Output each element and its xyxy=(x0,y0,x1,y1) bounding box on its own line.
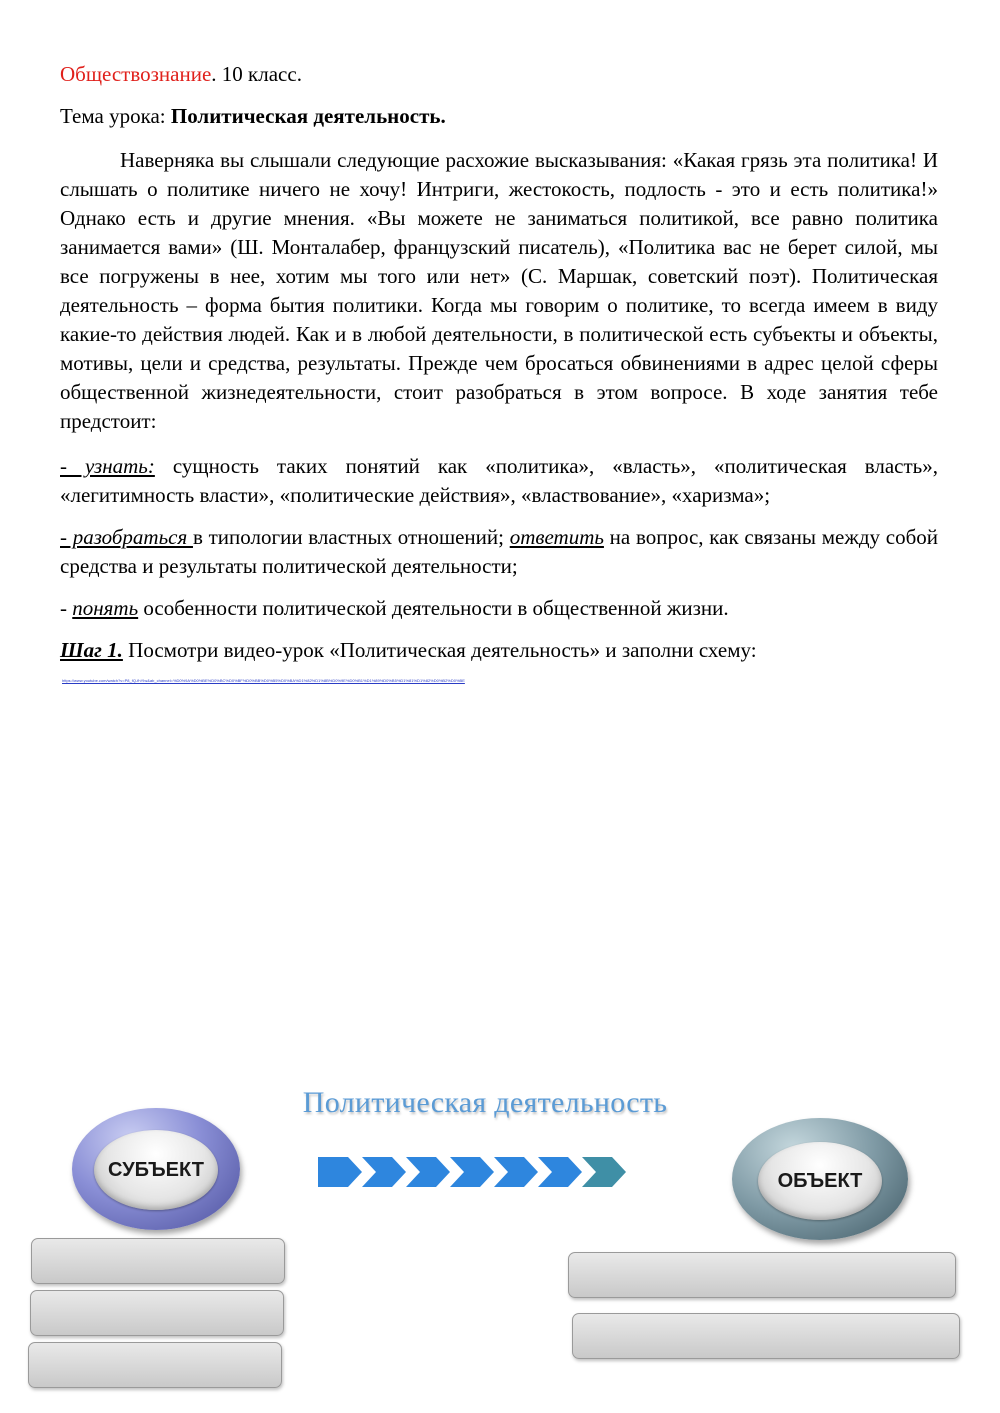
subject-ellipse xyxy=(72,1108,240,1230)
object-ellipse-inner xyxy=(758,1142,882,1220)
subject-label: СУБЪЕКТ xyxy=(108,1158,204,1181)
step1-text: Посмотри видео-урок «Политическая деятельность» и заполни схему: xyxy=(122,638,757,662)
subject-line xyxy=(60,60,938,89)
goal-comprehend-verb: понять xyxy=(72,596,139,620)
object-answer-box-2[interactable] xyxy=(572,1313,960,1359)
diagram-title: Политическая деятельность xyxy=(302,1086,668,1119)
object-answer-box-1[interactable] xyxy=(568,1252,956,1298)
object-label: ОБЪЕКТ xyxy=(777,1169,863,1192)
goal-understand-text: в типологии властных отношений; xyxy=(192,525,510,549)
subject-ellipse-inner xyxy=(94,1130,218,1210)
goal-answer-verb: ответить xyxy=(509,525,604,549)
topic-line xyxy=(60,102,938,131)
chevron-arrow-4 xyxy=(450,1157,494,1187)
step1-label: Шаг 1. xyxy=(60,638,123,662)
chevron-arrow-3 xyxy=(406,1157,450,1187)
subject-name: Обществознание xyxy=(60,62,212,86)
chevron-arrow-2 xyxy=(362,1157,406,1187)
goal-comprehend-text: особенности политической деятельности в общественной жизни. xyxy=(138,596,729,620)
goal-comprehend-dash: - xyxy=(60,596,73,620)
goal-understand xyxy=(60,523,938,581)
goal-understand-verb: - разобраться xyxy=(60,525,193,549)
subject-answer-box-3[interactable] xyxy=(28,1342,282,1388)
chevron-arrow-7 xyxy=(582,1157,626,1187)
grade-label: . 10 класс. xyxy=(211,62,302,86)
object-ellipse xyxy=(732,1118,908,1240)
chevron-arrow-6 xyxy=(538,1157,582,1187)
subject-answer-box-2[interactable] xyxy=(30,1290,284,1336)
chevron-arrow-5 xyxy=(494,1157,538,1187)
goal-learn-verb: - узнать: xyxy=(60,454,155,478)
intro-paragraph: Наверняка вы слышали следующие расхожие высказывания: «Какая грязь эта политика! И слышать о политике ничего не хочу! Интриги, жестокость, подлость - это и есть политика!» Однако есть и другие мнения. «Вы можете не заниматься политикой, все равно политика занимается вами» (Ш. Монталабер, французский писатель), «Политика вас не берет силой, мы все погружены в нее, хотим мы того или нет» (С. Маршак, советский поэт). Политическая деятельность – форма бытия политики. Когда мы говорим о политике, то всегда имеем в виду какие-то действия людей. Как и в любой деятельности, в политической есть субъекты и объекты, мотивы, цели и средства, результаты. Прежде чем бросаться обвинениями в адрес целой сферы общественной жизнедеятельности, стоит разобраться в этом вопросе. В ходе занятия тебе предстоит: xyxy=(60,148,938,433)
chevron-arrows xyxy=(318,1154,662,1190)
chevron-arrow-1 xyxy=(318,1157,362,1187)
topic-label: Тема урока: xyxy=(60,104,171,128)
topic-title: Политическая деятельность. xyxy=(170,104,446,128)
goal-comprehend xyxy=(60,594,938,623)
goal-answer-text: на вопрос, как связаны между собой средства и результаты политической деятельности; xyxy=(60,525,939,578)
goal-learn-text: сущность таких понятий как «политика», «власть», «политическая власть», «легитимность власти», «политические действия», «властвование», «харизма»; xyxy=(60,454,938,507)
subject-answer-box-1[interactable] xyxy=(31,1238,285,1284)
goal-learn xyxy=(60,452,938,510)
video-link[interactable]: https://www.youtube.com/watch?v=P8_fQ-fhYIw&ab_channel=%D0%9A%D0%BE%D0%BC%D0%BF%D0%BB%D0%B5%D0%BA%D1%82%D1%8B%D0%9E%D0%B1%D1%89%D0%B5%D1%81%D1%82%D0%B2%D0%BE xyxy=(62,678,465,683)
step1-instruction xyxy=(60,636,938,665)
